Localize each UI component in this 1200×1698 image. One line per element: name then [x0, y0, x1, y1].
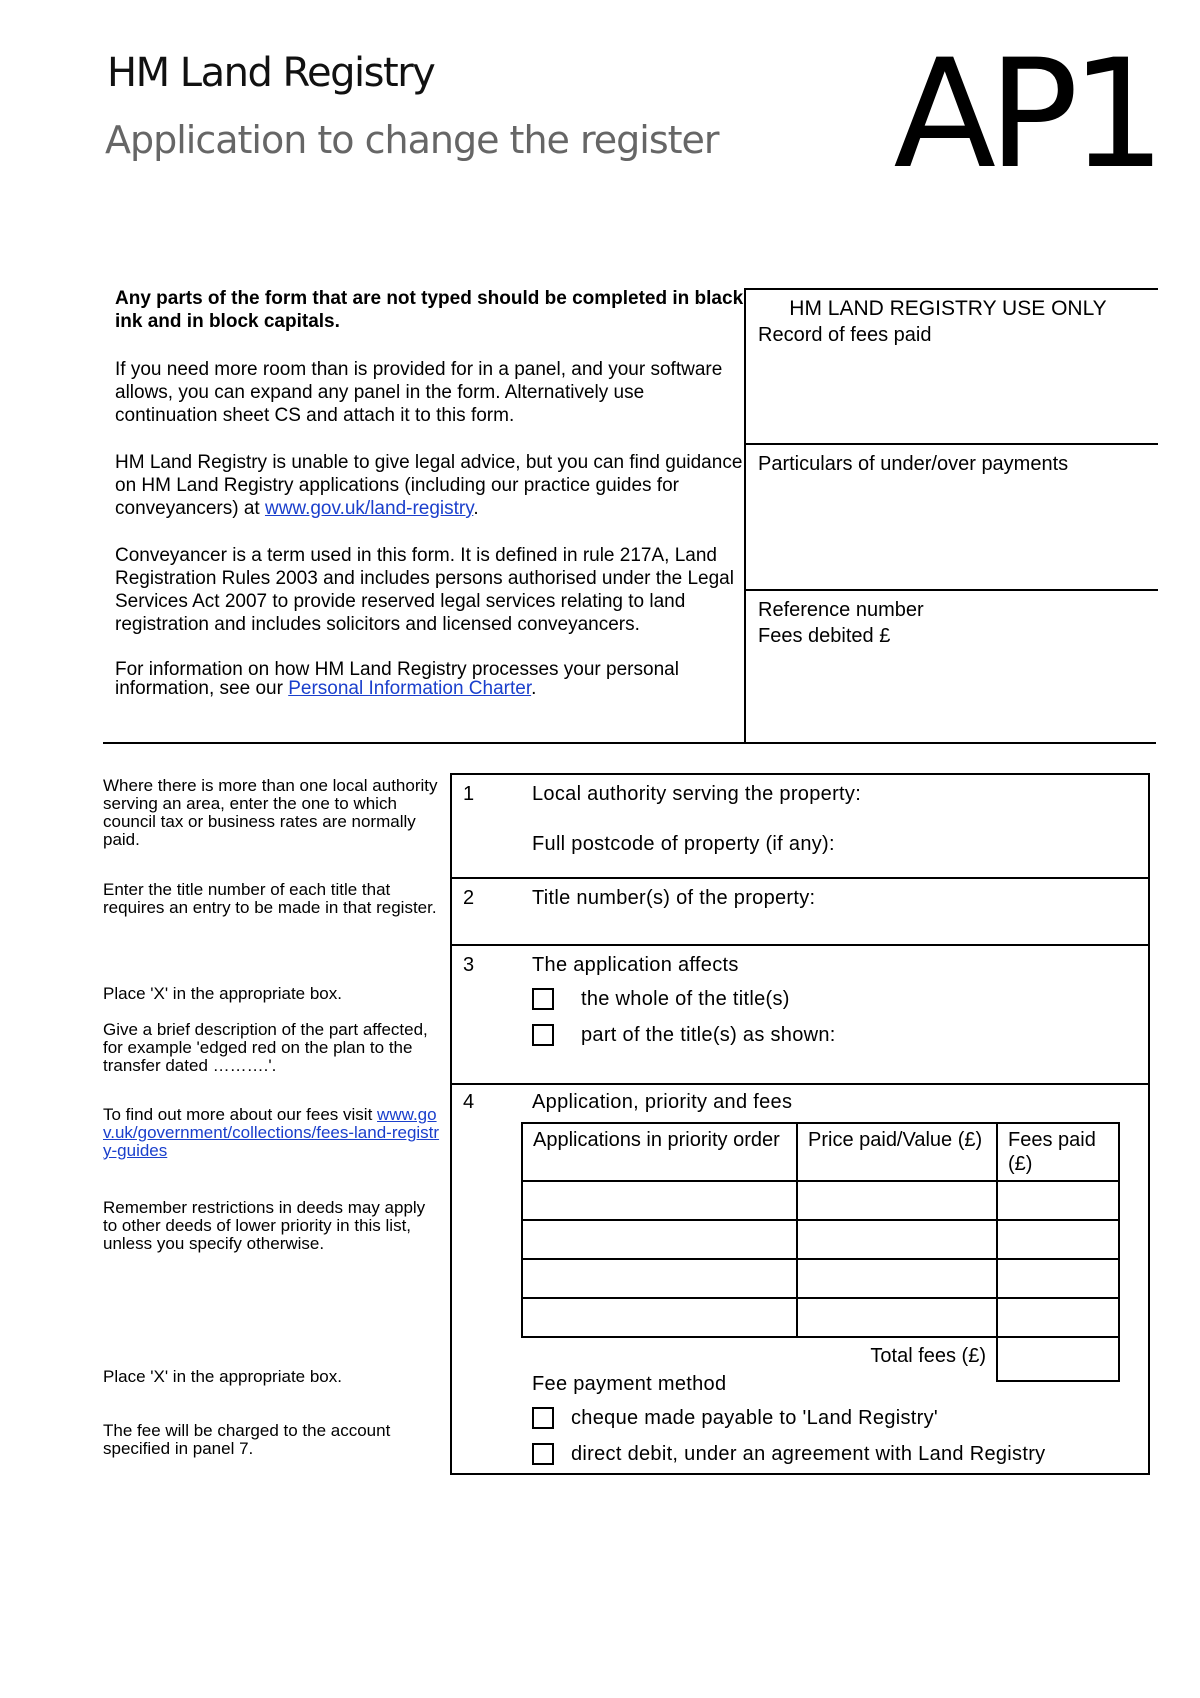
- application-cell[interactable]: [522, 1298, 797, 1337]
- form-title: Application to change the register: [105, 118, 719, 162]
- panel-3: [452, 946, 1148, 1085]
- divider-line: [103, 742, 1156, 744]
- total-fees-cell[interactable]: [997, 1337, 1119, 1381]
- column-header-fees: Fees paid (£): [997, 1123, 1119, 1181]
- direct-debit-checkbox[interactable]: [532, 1443, 554, 1465]
- panel-1[interactable]: [452, 775, 1148, 879]
- note-restrictions: Remember restrictions in deeds may apply to other deeds of lower priority in this list, unless you specify otherwise.: [103, 1198, 426, 1253]
- part-title-checkbox[interactable]: [532, 1024, 554, 1046]
- application-affects-label: The application affects: [532, 954, 739, 976]
- note-place-x-2: Place 'X' in the appropriate box.: [103, 1367, 342, 1386]
- reference-label: Reference number: [758, 599, 924, 621]
- panel-4: [452, 1085, 1148, 1475]
- price-cell[interactable]: [797, 1259, 997, 1298]
- whole-title-label: the whole of the title(s): [581, 988, 790, 1010]
- fees-table-header: [522, 1123, 1119, 1181]
- price-cell[interactable]: [797, 1181, 997, 1220]
- office-use-box: [744, 288, 1158, 744]
- fee-cell[interactable]: [997, 1298, 1119, 1337]
- postcode-label: Full postcode of property (if any):: [532, 833, 835, 855]
- panel-2[interactable]: [452, 879, 1148, 946]
- note-place-x-1: Place 'X' in the appropriate box.: [103, 984, 342, 1003]
- conveyancer-note: Conveyancer is a term used in this form. It is defined in rule 217A, Land Registration Rules 2003 and includes persons authorised under the Legal Services Act 2007 to provide reserved legal services relating to land registration and includes solicitors and licensed conveyancers.: [115, 545, 734, 635]
- advice-text: HM Land Registry is unable to give legal advice, but you can find guidance on HM Land Registry applications (including our practice guides for conveyancers) at: [115, 452, 743, 519]
- table-row[interactable]: [522, 1181, 1119, 1220]
- advice-end: .: [473, 498, 479, 519]
- part-title-label: part of the title(s) as shown:: [581, 1024, 836, 1046]
- office-fees-record: [746, 290, 1158, 445]
- fees-table: [521, 1122, 1120, 1382]
- whole-title-checkbox[interactable]: [532, 988, 554, 1010]
- fee-payment-heading: Fee payment method: [532, 1373, 727, 1395]
- land-registry-link[interactable]: www.gov.uk/land-registry: [264, 498, 474, 519]
- table-row[interactable]: [522, 1259, 1119, 1298]
- fee-cell[interactable]: [997, 1259, 1119, 1298]
- fees-guide-link[interactable]: www.gov.uk/government/collections/fees-land-registry-guides: [103, 1105, 440, 1160]
- intro-notes: [115, 287, 745, 722]
- office-payments: [746, 445, 1158, 591]
- note-local-authority: Where there is more than one local authority serving an area, enter the one to which council tax or business rates are normally paid.: [103, 776, 438, 849]
- fee-cell[interactable]: [997, 1220, 1119, 1259]
- organisation-name: HM Land Registry: [107, 50, 435, 96]
- panel-number: 3: [463, 954, 475, 976]
- note-fee-account: The fee will be charged to the account specified in panel 7.: [103, 1421, 391, 1458]
- cheque-label: cheque made payable to 'Land Registry': [571, 1407, 939, 1429]
- application-cell[interactable]: [522, 1220, 797, 1259]
- privacy-text: For information on how HM Land Registry processes your personal information, see our: [115, 659, 679, 699]
- office-use-heading: HM LAND REGISTRY USE ONLY: [789, 297, 1107, 320]
- advice-note: [115, 451, 745, 520]
- form-code: AP1: [893, 28, 1158, 202]
- column-header-applications: Applications in priority order: [522, 1123, 797, 1181]
- table-row[interactable]: [522, 1220, 1119, 1259]
- column-header-price: Price paid/Value (£): [797, 1123, 997, 1181]
- office-reference: [746, 591, 1158, 744]
- price-cell[interactable]: [797, 1220, 997, 1259]
- application-fees-heading: Application, priority and fees: [532, 1091, 793, 1113]
- fees-note-text: To find out more about our fees visit: [103, 1105, 378, 1124]
- price-cell[interactable]: [797, 1298, 997, 1337]
- title-numbers-label: Title number(s) of the property:: [532, 887, 816, 909]
- form-panels: [450, 773, 1150, 1475]
- privacy-end: .: [531, 678, 537, 699]
- personal-information-charter-link[interactable]: Personal Information Charter: [288, 678, 532, 699]
- panel-number: 1: [463, 783, 475, 805]
- fees-debited-label: Fees debited £: [758, 625, 891, 647]
- table-row[interactable]: [522, 1298, 1119, 1337]
- note-title-number: Enter the title number of each title that requires an entry to be made in that register.: [103, 880, 437, 917]
- total-fees-label: Total fees (£): [870, 1345, 986, 1367]
- cheque-checkbox[interactable]: [532, 1407, 554, 1429]
- room-note: If you need more room than is provided for in a panel, and your software allows, you can expand any panel in the form. Alternatively use continuation sheet CS and attach it to this form.: [115, 359, 723, 426]
- application-cell[interactable]: [522, 1181, 797, 1220]
- note-part-description: Give a brief description of the part affected, for example 'edged red on the plan to the transfer dated ……….'.: [103, 1020, 428, 1075]
- panel-number: 2: [463, 887, 475, 909]
- fee-cell[interactable]: [997, 1181, 1119, 1220]
- privacy-note: [115, 660, 745, 698]
- note-fees: [103, 1106, 443, 1160]
- payments-label: Particulars of under/over payments: [758, 453, 1069, 475]
- fees-record-label: Record of fees paid: [758, 324, 932, 346]
- panel-number: 4: [463, 1091, 475, 1113]
- ink-instruction: Any parts of the form that are not typed should be completed in black ink and in block capitals.: [115, 288, 744, 332]
- local-authority-label: Local authority serving the property:: [532, 783, 862, 805]
- application-cell[interactable]: [522, 1259, 797, 1298]
- direct-debit-label: direct debit, under an agreement with Land Registry: [571, 1443, 1046, 1465]
